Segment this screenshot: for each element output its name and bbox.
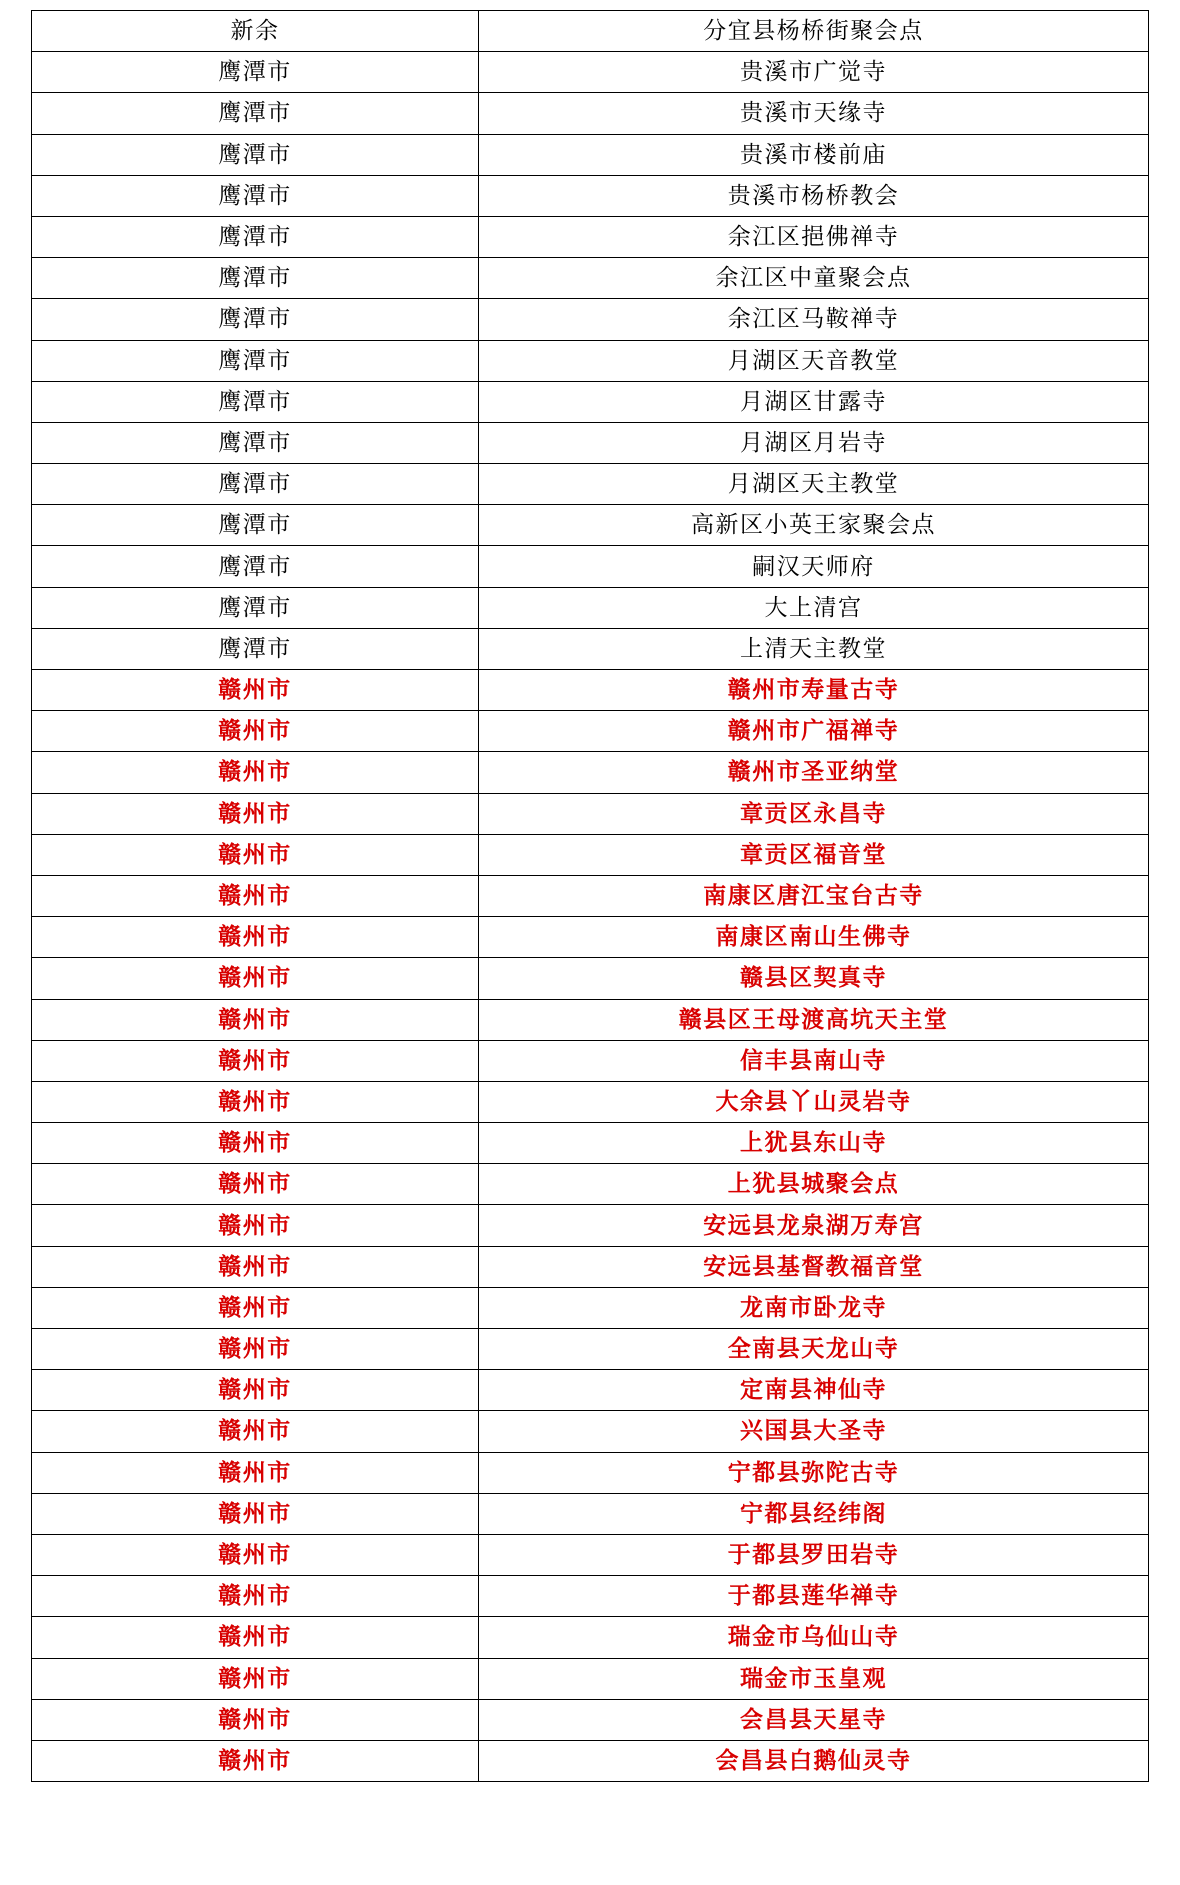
cell-city: 赣州市 [32, 1617, 479, 1658]
table-row [32, 381, 1149, 422]
cell-site: 赣县区契真寺 [479, 958, 1149, 999]
cell-city: 赣州市 [32, 917, 479, 958]
religious-sites-table [31, 10, 1149, 1782]
cell-city: 鹰潭市 [32, 464, 479, 505]
cell-site: 贵溪市广觉寺 [479, 52, 1149, 93]
cell-city: 赣州市 [32, 1576, 479, 1617]
cell-city: 鹰潭市 [32, 422, 479, 463]
cell-site: 高新区小英王家聚会点 [479, 505, 1149, 546]
cell-site: 大余县丫山灵岩寺 [479, 1081, 1149, 1122]
cell-site: 月湖区月岩寺 [479, 422, 1149, 463]
cell-city: 赣州市 [32, 752, 479, 793]
table-row [32, 587, 1149, 628]
cell-city: 赣州市 [32, 875, 479, 916]
cell-site: 赣州市广福禅寺 [479, 711, 1149, 752]
cell-site: 瑞金市乌仙山寺 [479, 1617, 1149, 1658]
cell-site: 嗣汉天师府 [479, 546, 1149, 587]
table-row [32, 52, 1149, 93]
cell-site: 大上清宫 [479, 587, 1149, 628]
table-row [32, 546, 1149, 587]
cell-site: 宁都县经纬阁 [479, 1493, 1149, 1534]
cell-site: 龙南市卧龙寺 [479, 1287, 1149, 1328]
cell-city: 赣州市 [32, 1040, 479, 1081]
table-row [32, 1287, 1149, 1328]
cell-city: 赣州市 [32, 958, 479, 999]
cell-city: 鹰潭市 [32, 134, 479, 175]
cell-site: 于都县莲华禅寺 [479, 1576, 1149, 1617]
table-row [32, 752, 1149, 793]
cell-site: 会昌县天星寺 [479, 1699, 1149, 1740]
cell-site: 安远县龙泉湖万寿宫 [479, 1205, 1149, 1246]
cell-site: 信丰县南山寺 [479, 1040, 1149, 1081]
cell-city: 赣州市 [32, 1699, 479, 1740]
table-row [32, 1081, 1149, 1122]
cell-city: 赣州市 [32, 1081, 479, 1122]
table-row [32, 258, 1149, 299]
table-row [32, 1452, 1149, 1493]
table-row [32, 670, 1149, 711]
table-row [32, 1123, 1149, 1164]
cell-city: 鹰潭市 [32, 505, 479, 546]
cell-city: 赣州市 [32, 1534, 479, 1575]
cell-site: 宁都县弥陀古寺 [479, 1452, 1149, 1493]
table-row [32, 464, 1149, 505]
table-row [32, 628, 1149, 669]
cell-city: 鹰潭市 [32, 258, 479, 299]
cell-city: 鹰潭市 [32, 546, 479, 587]
cell-city: 赣州市 [32, 1370, 479, 1411]
table-row [32, 1493, 1149, 1534]
cell-site: 赣州市圣亚纳堂 [479, 752, 1149, 793]
cell-site: 章贡区永昌寺 [479, 793, 1149, 834]
cell-site: 赣县区王母渡高坑天主堂 [479, 999, 1149, 1040]
cell-city: 赣州市 [32, 670, 479, 711]
cell-city: 赣州市 [32, 1740, 479, 1781]
cell-city: 鹰潭市 [32, 52, 479, 93]
cell-city: 赣州市 [32, 999, 479, 1040]
table-row [32, 1658, 1149, 1699]
cell-site: 会昌县白鹅仙灵寺 [479, 1740, 1149, 1781]
cell-site: 定南县神仙寺 [479, 1370, 1149, 1411]
cell-city: 鹰潭市 [32, 340, 479, 381]
cell-city: 鹰潭市 [32, 216, 479, 257]
cell-site: 贵溪市杨桥教会 [479, 175, 1149, 216]
cell-site: 贵溪市天缘寺 [479, 93, 1149, 134]
cell-city: 赣州市 [32, 1123, 479, 1164]
cell-city: 鹰潭市 [32, 299, 479, 340]
cell-city: 赣州市 [32, 1411, 479, 1452]
table-row [32, 875, 1149, 916]
cell-city: 赣州市 [32, 1164, 479, 1205]
table-body [32, 11, 1149, 1782]
table-row [32, 340, 1149, 381]
table-row [32, 711, 1149, 752]
table-row [32, 834, 1149, 875]
cell-site: 月湖区天音教堂 [479, 340, 1149, 381]
cell-site: 余江区挹佛禅寺 [479, 216, 1149, 257]
table-row [32, 299, 1149, 340]
cell-city: 鹰潭市 [32, 381, 479, 422]
table-row [32, 958, 1149, 999]
cell-site: 月湖区天主教堂 [479, 464, 1149, 505]
cell-city: 赣州市 [32, 1493, 479, 1534]
cell-city: 赣州市 [32, 1452, 479, 1493]
table-row [32, 1740, 1149, 1781]
table-row [32, 917, 1149, 958]
cell-city: 鹰潭市 [32, 93, 479, 134]
table-row [32, 1411, 1149, 1452]
cell-city: 赣州市 [32, 1329, 479, 1370]
cell-city: 赣州市 [32, 1205, 479, 1246]
table-row [32, 1617, 1149, 1658]
cell-city: 鹰潭市 [32, 175, 479, 216]
cell-site: 安远县基督教福音堂 [479, 1246, 1149, 1287]
table-row [32, 793, 1149, 834]
cell-site: 上犹县城聚会点 [479, 1164, 1149, 1205]
cell-site: 兴国县大圣寺 [479, 1411, 1149, 1452]
cell-site: 分宜县杨桥街聚会点 [479, 11, 1149, 52]
cell-city: 鹰潭市 [32, 628, 479, 669]
table-row [32, 1534, 1149, 1575]
table-row [32, 216, 1149, 257]
cell-city: 鹰潭市 [32, 587, 479, 628]
cell-site: 贵溪市楼前庙 [479, 134, 1149, 175]
cell-site: 上清天主教堂 [479, 628, 1149, 669]
cell-city: 赣州市 [32, 834, 479, 875]
cell-site: 余江区中童聚会点 [479, 258, 1149, 299]
table-row [32, 422, 1149, 463]
table-row [32, 1576, 1149, 1617]
table-row [32, 1040, 1149, 1081]
table-row [32, 1164, 1149, 1205]
cell-city: 赣州市 [32, 793, 479, 834]
cell-site: 赣州市寿量古寺 [479, 670, 1149, 711]
cell-site: 章贡区福音堂 [479, 834, 1149, 875]
table-row [32, 1699, 1149, 1740]
table-row [32, 999, 1149, 1040]
table-row [32, 11, 1149, 52]
cell-site: 上犹县东山寺 [479, 1123, 1149, 1164]
cell-site: 于都县罗田岩寺 [479, 1534, 1149, 1575]
table-row [32, 1370, 1149, 1411]
cell-site: 南康区唐江宝台古寺 [479, 875, 1149, 916]
table-row [32, 1205, 1149, 1246]
table-row [32, 505, 1149, 546]
table-row [32, 93, 1149, 134]
table-row [32, 1329, 1149, 1370]
cell-site: 余江区马鞍禅寺 [479, 299, 1149, 340]
table-row [32, 134, 1149, 175]
cell-site: 南康区南山生佛寺 [479, 917, 1149, 958]
table-row [32, 175, 1149, 216]
cell-city: 赣州市 [32, 1246, 479, 1287]
cell-city: 赣州市 [32, 711, 479, 752]
cell-city: 赣州市 [32, 1658, 479, 1699]
cell-site: 瑞金市玉皇观 [479, 1658, 1149, 1699]
cell-site: 全南县天龙山寺 [479, 1329, 1149, 1370]
cell-city: 新余 [32, 11, 479, 52]
table-row [32, 1246, 1149, 1287]
cell-city: 赣州市 [32, 1287, 479, 1328]
cell-site: 月湖区甘露寺 [479, 381, 1149, 422]
